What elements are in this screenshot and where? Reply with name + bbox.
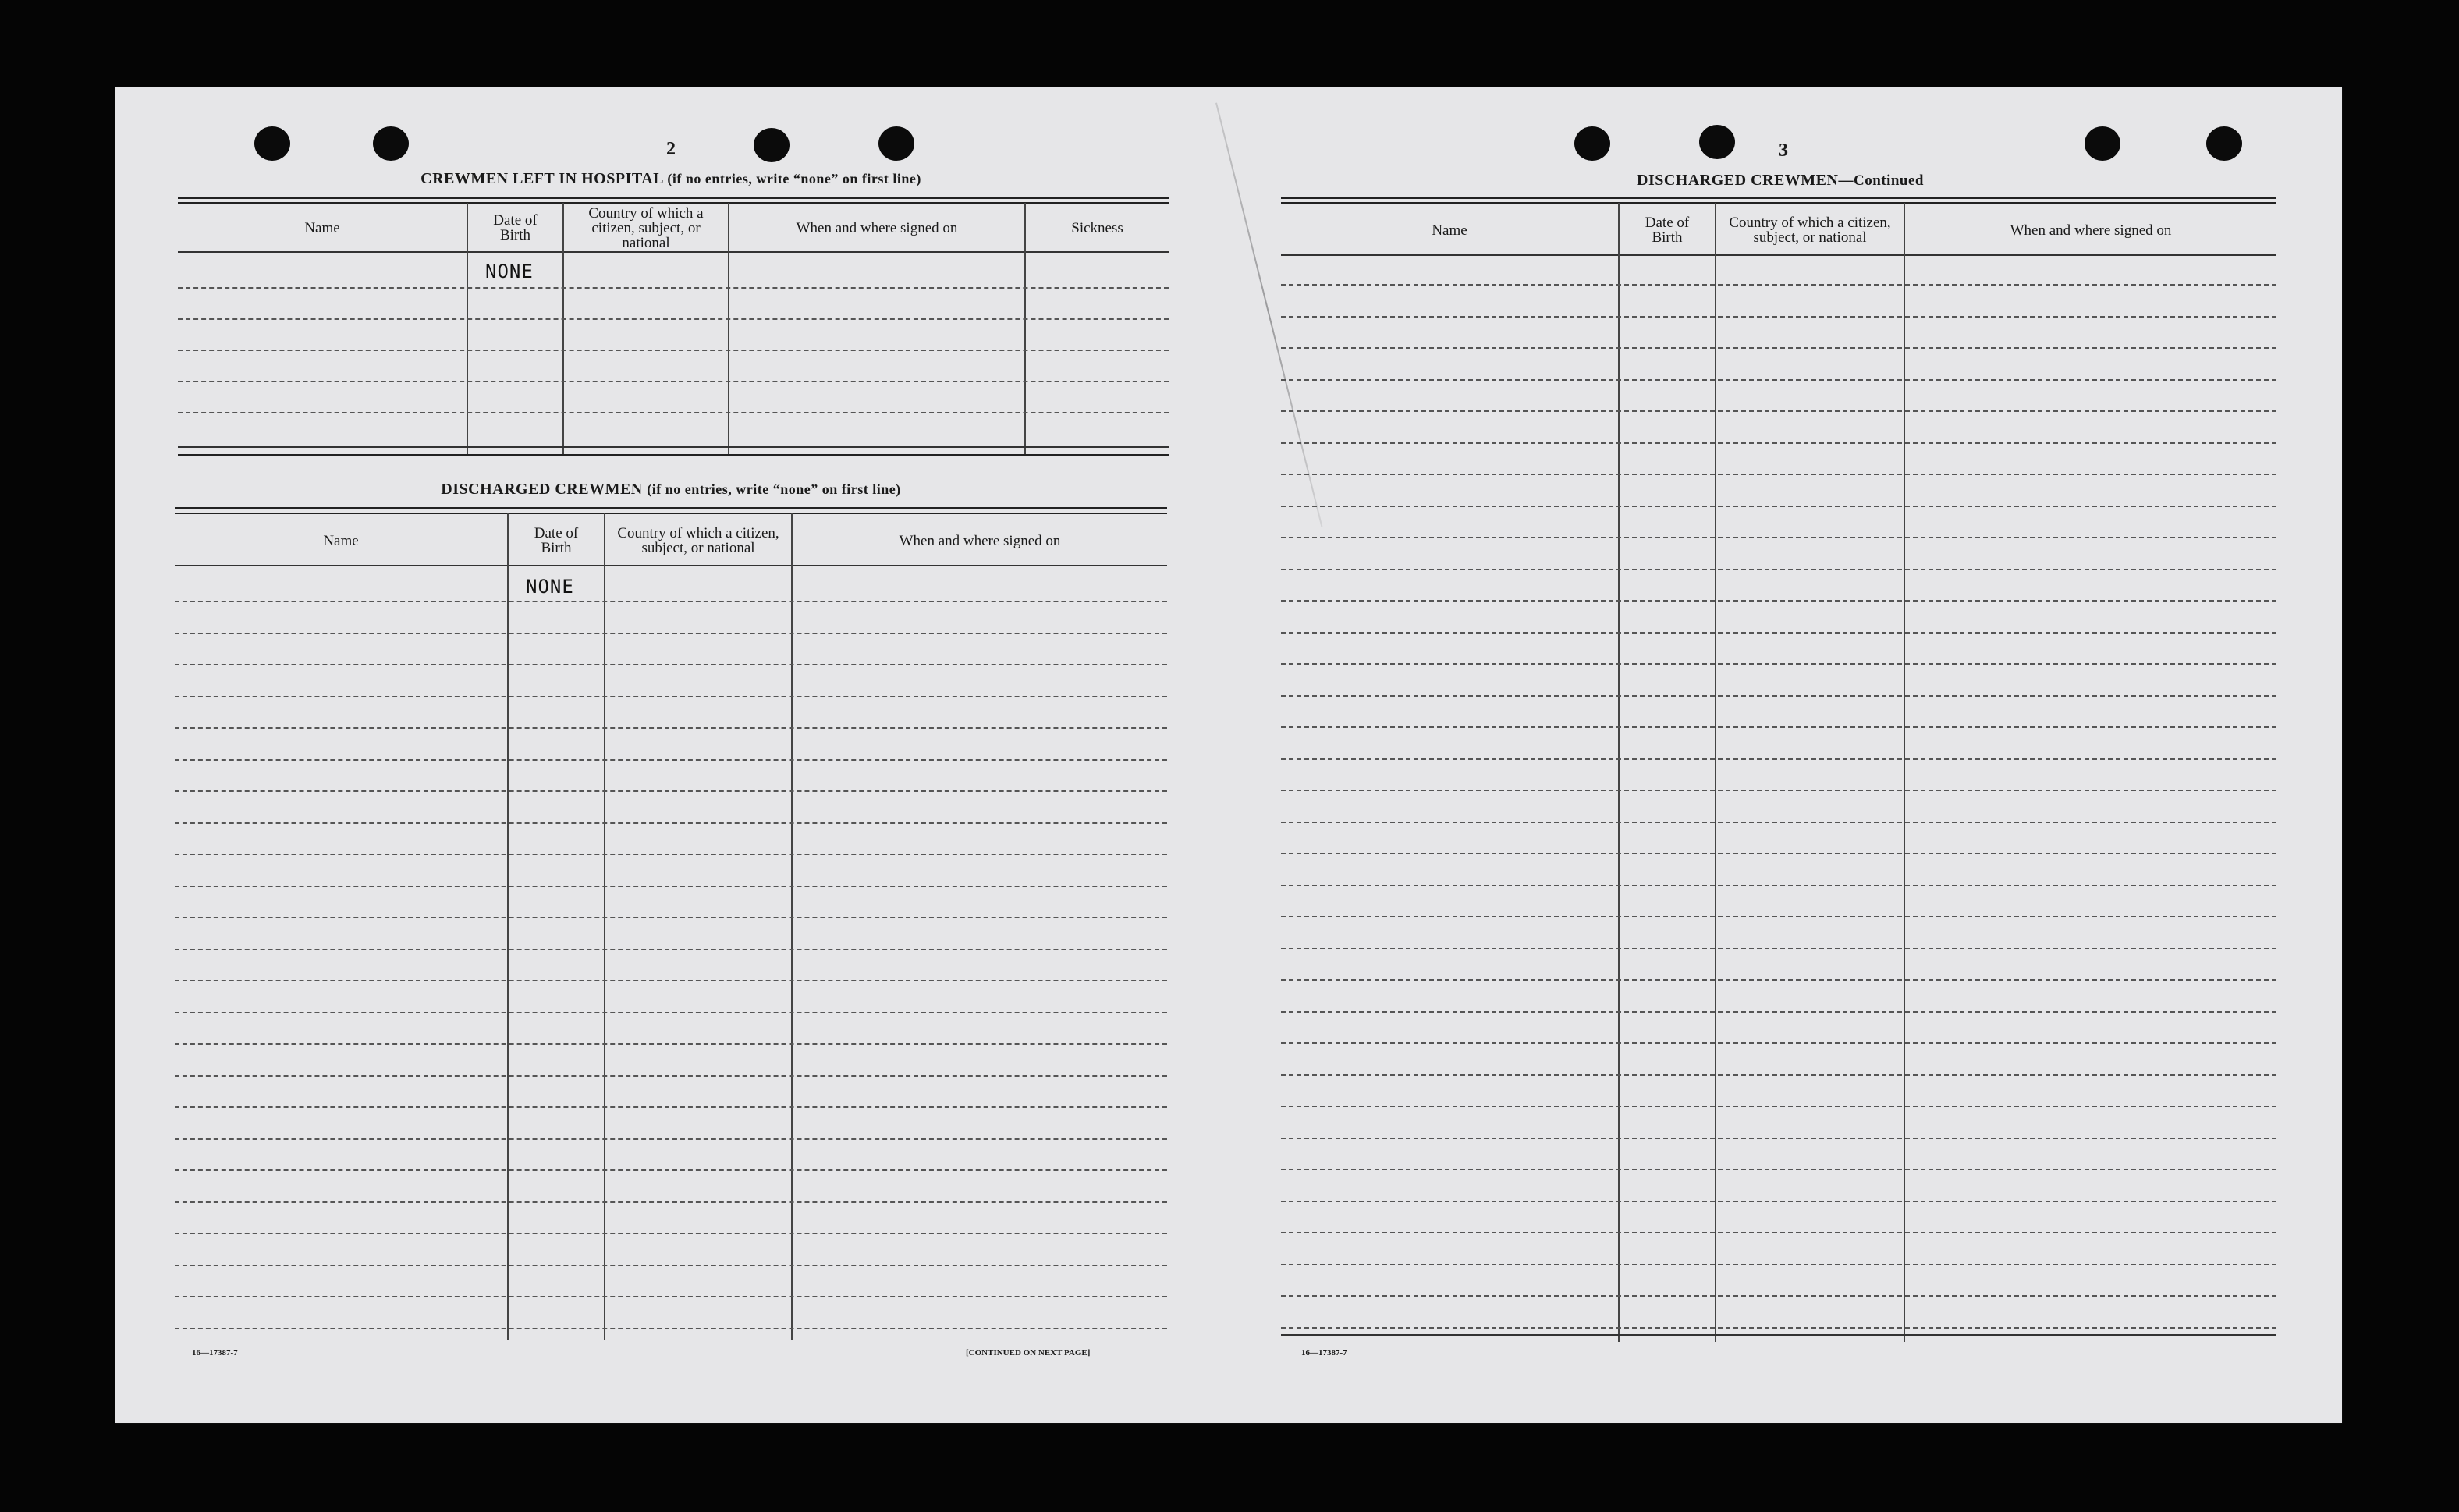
ruling-line bbox=[1281, 537, 2276, 538]
hospital-header-sickness: Sickness bbox=[1071, 219, 1123, 236]
hospital-title-note: (if no entries, write “none” on first line) bbox=[667, 171, 921, 186]
ruling-line bbox=[175, 1328, 1167, 1329]
ruling-line bbox=[1281, 1295, 2276, 1297]
hospital-section-title bbox=[420, 170, 921, 188]
ruling-line bbox=[1281, 948, 2276, 949]
ruling-line bbox=[1281, 790, 2276, 791]
ruling-line bbox=[1281, 284, 2276, 286]
ruling-line bbox=[175, 601, 1167, 602]
ruling-line bbox=[1281, 632, 2276, 634]
hospital-dob-line: Date of Birth bbox=[493, 212, 538, 243]
ruling-line bbox=[1281, 410, 2276, 412]
ruling-line bbox=[1281, 1327, 2276, 1329]
ruling-line bbox=[1281, 506, 2276, 507]
hospital-header-dob-visible bbox=[468, 204, 562, 251]
ruling-line bbox=[175, 822, 1167, 824]
discharged-continued-form bbox=[1281, 197, 2276, 1343]
discharged-header-country bbox=[605, 516, 791, 565]
hospital-header-name: Name bbox=[304, 219, 340, 236]
discharged-header-dob bbox=[509, 516, 604, 565]
discharged-header-name: Name bbox=[323, 532, 359, 549]
punch-hole bbox=[2206, 126, 2242, 161]
right-country-text: Country of which a citizen, subject, or national bbox=[1729, 215, 1891, 246]
right-title-text: DISCHARGED CREWMEN bbox=[1637, 172, 1839, 189]
hospital-entry-none: NONE bbox=[485, 261, 534, 282]
ruling-line bbox=[175, 1296, 1167, 1297]
ruling-line bbox=[175, 1106, 1167, 1108]
discharged-header-signed: When and where signed on bbox=[899, 532, 1061, 549]
ruling-line bbox=[1281, 979, 2276, 981]
ruling-line bbox=[1281, 474, 2276, 475]
punch-hole bbox=[1699, 125, 1735, 159]
ruling-line bbox=[1281, 822, 2276, 823]
ruling-line bbox=[1281, 600, 2276, 602]
ruling-line bbox=[175, 949, 1167, 950]
ruling-line bbox=[1281, 1042, 2276, 1044]
discharged-section-title bbox=[441, 481, 900, 499]
ruling-line bbox=[1281, 347, 2276, 349]
discharged-entry-none: NONE bbox=[526, 576, 574, 598]
ruling-line bbox=[175, 1075, 1167, 1077]
right-header-signed: When and where signed on bbox=[2010, 222, 2172, 239]
ruling-line bbox=[1281, 379, 2276, 381]
continued-note: [CONTINUED ON NEXT PAGE] bbox=[966, 1348, 1091, 1358]
page-number-right: 3 bbox=[1779, 140, 1788, 161]
ruling-line bbox=[175, 790, 1167, 792]
ruling-line bbox=[175, 1265, 1167, 1266]
ruling-line bbox=[175, 633, 1167, 634]
punch-hole bbox=[754, 128, 790, 162]
discharged-title-text: DISCHARGED CREWMEN bbox=[441, 481, 643, 498]
punch-hole bbox=[373, 126, 409, 161]
ruling-line bbox=[175, 1012, 1167, 1013]
ruling-line bbox=[175, 980, 1167, 981]
ruling-line bbox=[1281, 1138, 2276, 1139]
ruling-line bbox=[1281, 885, 2276, 886]
ruling-line bbox=[1281, 758, 2276, 760]
ruling-line bbox=[175, 1138, 1167, 1140]
form-code-right: 16—17387-7 bbox=[1301, 1348, 1347, 1358]
right-header-name: Name bbox=[1432, 222, 1467, 239]
hospital-header-signed: When and where signed on bbox=[796, 219, 958, 236]
ruling-line bbox=[1281, 726, 2276, 728]
ruling-line bbox=[175, 886, 1167, 887]
ruling-line bbox=[175, 696, 1167, 697]
form-code-left: 16—17387-7 bbox=[192, 1348, 238, 1358]
right-dob-text: Date of Birth bbox=[1645, 215, 1690, 246]
discharged-dob-text: Date of Birth bbox=[534, 525, 579, 556]
ruling-line bbox=[1281, 569, 2276, 570]
ruling-line bbox=[1281, 663, 2276, 665]
page-number-left: 2 bbox=[666, 139, 676, 159]
right-header-country bbox=[1716, 206, 1904, 254]
ruling-line bbox=[1281, 853, 2276, 854]
ruling-line bbox=[175, 664, 1167, 665]
ruling-line bbox=[1281, 1074, 2276, 1076]
ruling-line bbox=[1281, 916, 2276, 917]
ruling-line bbox=[175, 759, 1167, 761]
ruling-line bbox=[175, 1233, 1167, 1234]
ruling-line bbox=[1281, 1232, 2276, 1233]
ruling-line bbox=[175, 854, 1167, 855]
ruling-line bbox=[175, 917, 1167, 918]
ruling-line bbox=[175, 727, 1167, 729]
ruling-line bbox=[1281, 442, 2276, 444]
discharged-title-note: (if no entries, write “none” on first line) bbox=[647, 481, 901, 497]
punch-hole bbox=[1574, 126, 1610, 161]
ruling-line bbox=[1281, 695, 2276, 697]
ruling-line bbox=[175, 1169, 1167, 1171]
discharged-country-text: Country of which a citizen, subject, or national bbox=[617, 525, 779, 556]
ruling-line bbox=[1281, 1106, 2276, 1107]
discharged-form bbox=[175, 507, 1167, 1334]
ruling-line bbox=[175, 1043, 1167, 1045]
punch-hole bbox=[2085, 126, 2120, 161]
right-header-dob bbox=[1620, 206, 1715, 254]
right-title-continued: —Continued bbox=[1838, 172, 1924, 189]
punch-hole bbox=[254, 126, 290, 161]
hospital-title-text: CREWMEN LEFT IN HOSPITAL bbox=[420, 170, 663, 187]
ruling-line bbox=[1281, 1169, 2276, 1170]
ruling-line bbox=[1281, 316, 2276, 318]
ruling-line bbox=[175, 1201, 1167, 1203]
discharged-continued-title bbox=[1637, 172, 1924, 190]
hospital-header-country bbox=[566, 204, 726, 251]
ruling-line bbox=[1281, 1201, 2276, 1202]
ruling-line bbox=[1281, 1264, 2276, 1265]
punch-hole bbox=[878, 126, 914, 161]
hospital-form bbox=[178, 197, 1169, 321]
hospital-country-text: Country of which a citizen, subject, or national bbox=[588, 204, 704, 251]
document-sheet bbox=[115, 87, 2342, 1423]
ruling-line bbox=[1281, 1011, 2276, 1013]
